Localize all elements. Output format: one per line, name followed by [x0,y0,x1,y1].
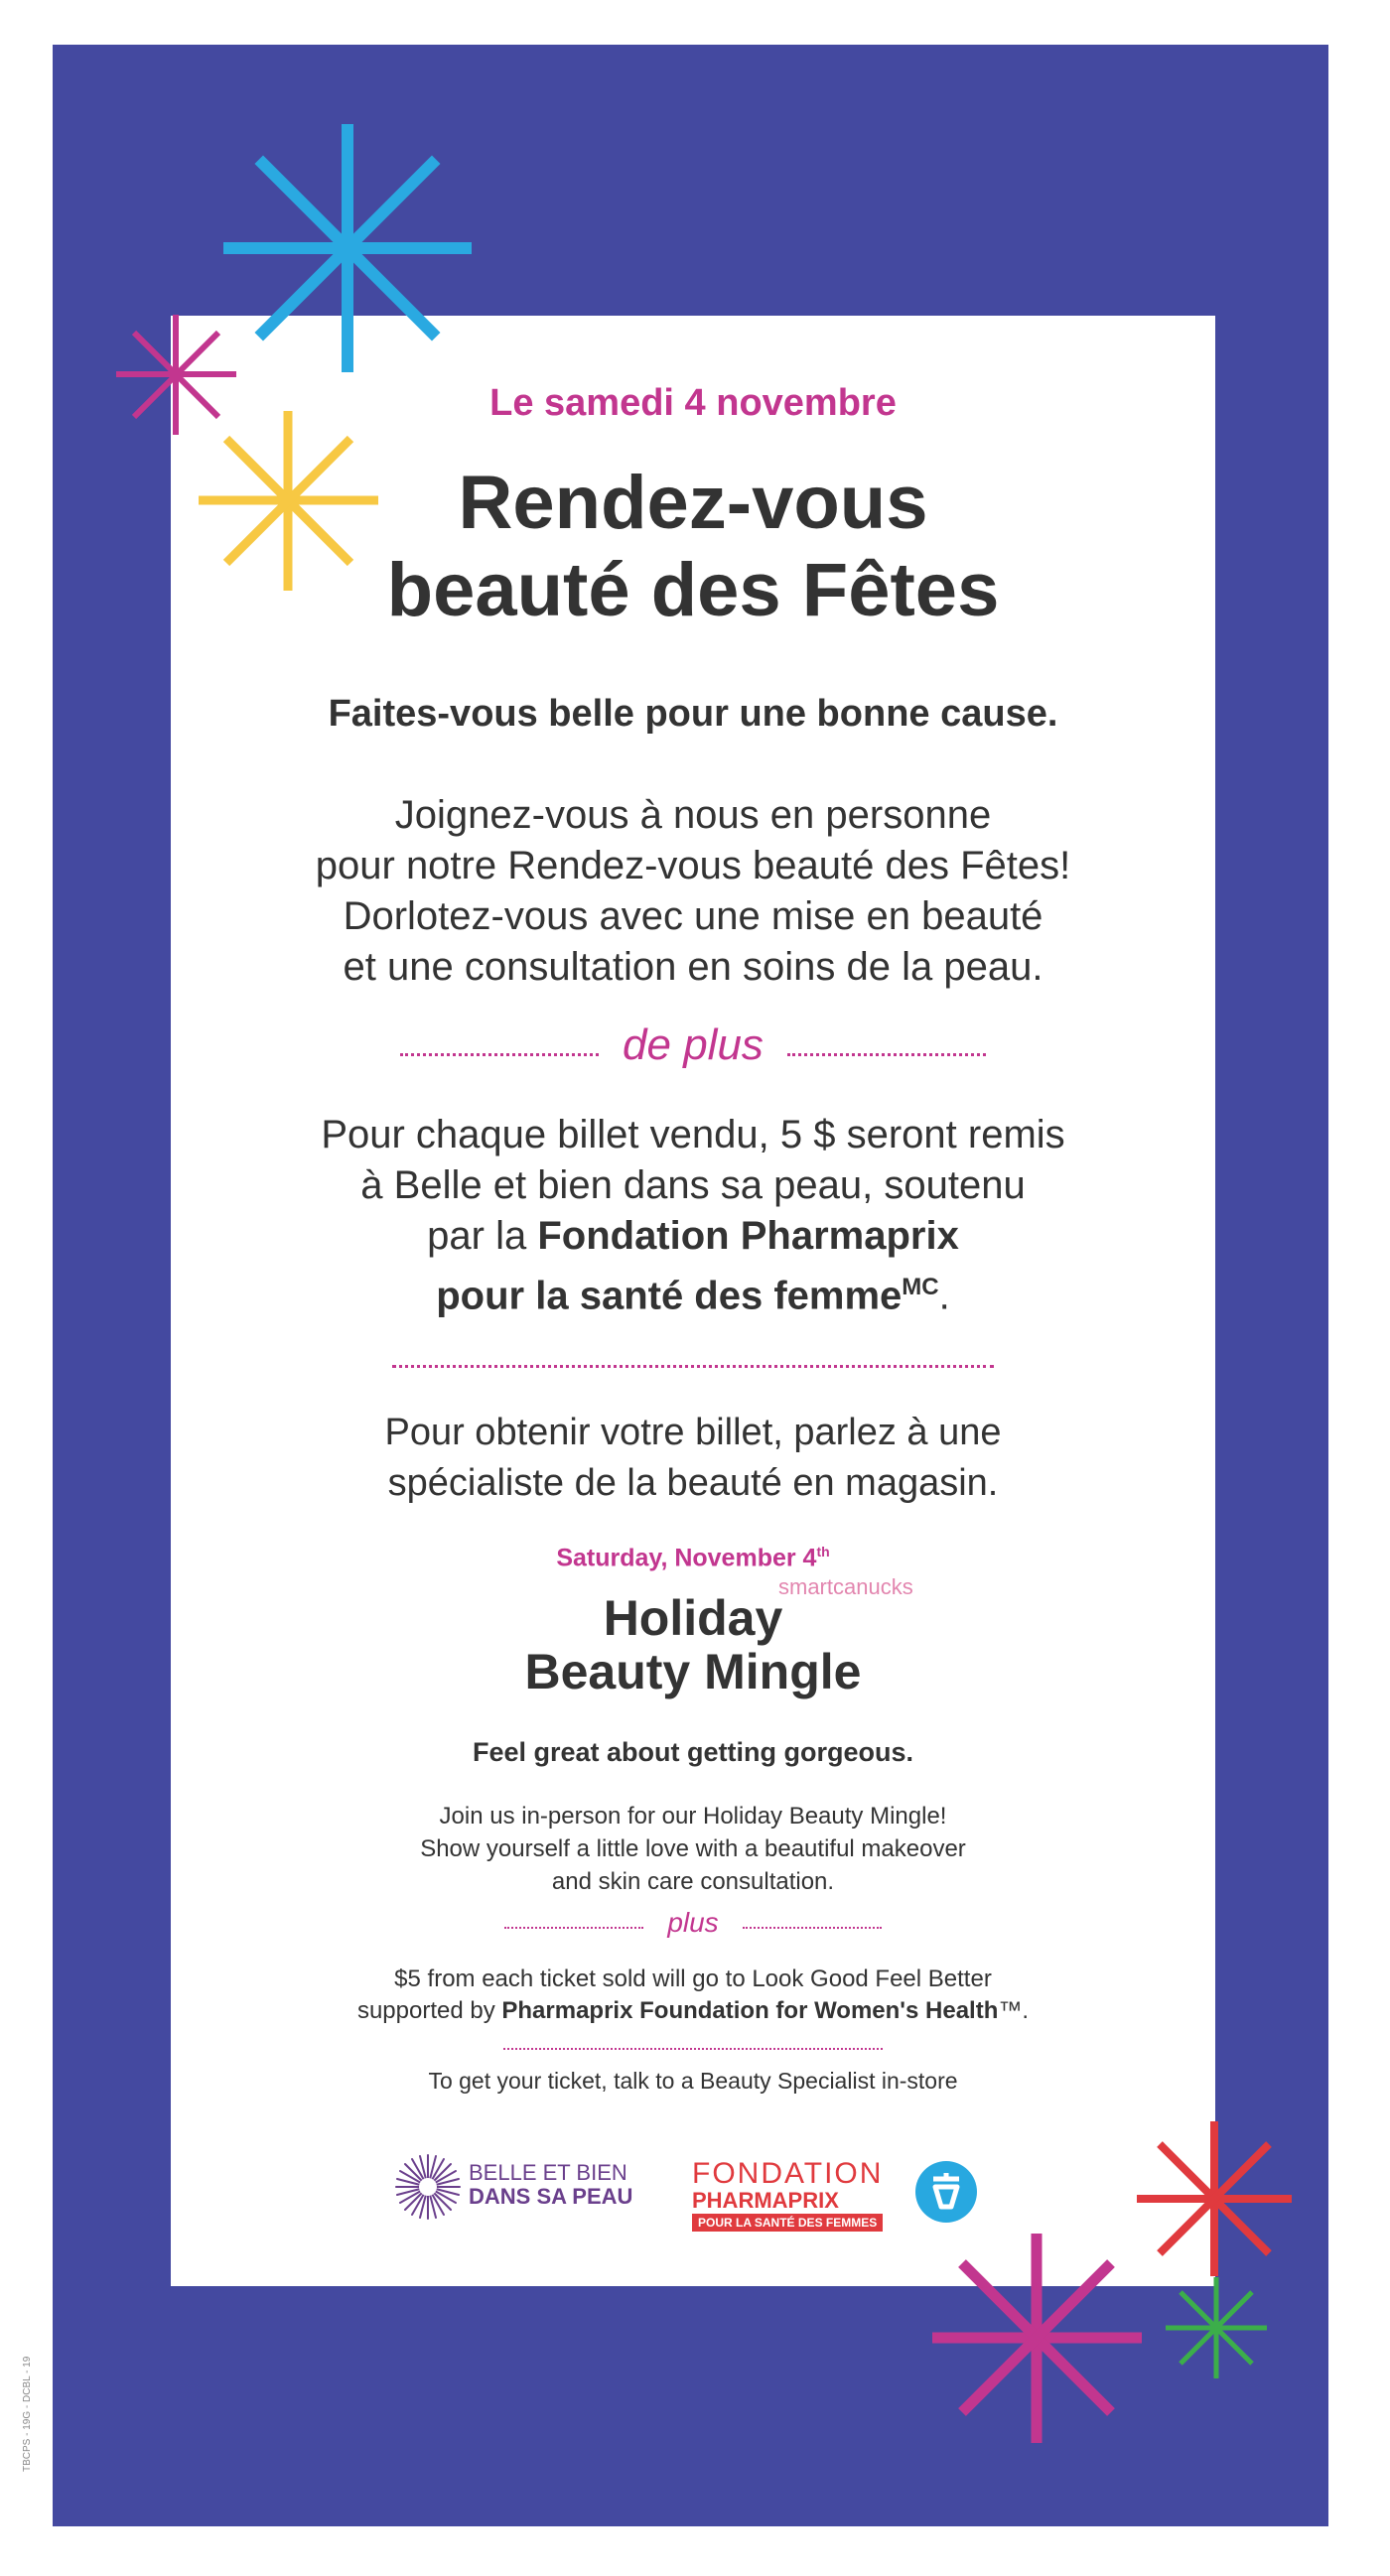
english-donation-end: . [1022,1997,1030,2024]
english-plus-label: plus [667,1907,719,1938]
french-donation-line: Pour chaque billet vendu, 5 $ seront remis [321,1113,1065,1156]
french-plus-divider [171,1020,1215,1070]
watermark-text: smartcanucks [778,1574,913,1599]
english-body [171,1800,1215,1898]
french-body [171,790,1215,993]
english-body-line: Join us in-person for our Holiday Beauty Mingle! [439,1803,947,1830]
sunburst-icon [394,2153,462,2221]
print-code: TBCPS - 19G - DCBL - 19 [22,2356,33,2472]
star-red-icon [1135,2119,1294,2278]
english-body-line: and skin care consultation. [551,1868,835,1895]
french-ticket-line: Pour obtenir votre billet, parlez à une [384,1412,1002,1453]
fondation-pharmaprix-logo [692,2157,990,2237]
french-tagline: Faites-vous belle pour une bonne cause. [328,693,1058,735]
french-ticket-line: spécialiste de la beauté en magasin. [387,1462,999,1504]
dotted-rule [787,1053,986,1056]
english-date-suffix: th [816,1544,830,1559]
english-date [171,1544,1215,1572]
fondation-logo-line1: FONDATION [692,2157,884,2190]
dotted-separator [392,1365,994,1368]
french-date: Le samedi 4 novembre [489,382,897,424]
french-body-line: et une consultation en soins de la peau. [343,945,1043,989]
english-donation-text [171,1964,1215,2027]
flyer-card [171,316,1215,2286]
fondation-logo-line2: PHARMAPRIX [692,2188,839,2213]
english-tagline: Feel great about getting gorgeous. [472,1737,914,1767]
fondation-logo-line3: POUR LA SANTÉ DES FEMMES [692,2214,883,2232]
star-blue-icon [223,124,472,372]
french-body-line: pour notre Rendez-vous beauté des Fêtes! [315,844,1071,887]
dotted-rule [743,1927,882,1929]
belle-logo-line2: DANS SA PEAU [469,2184,633,2209]
french-donation-line [171,1262,1215,1321]
english-title-line2: Beauty Mingle [524,1644,862,1699]
french-donation-text [171,1110,1215,1321]
pharmaprix-mortar-icon [915,2161,977,2223]
french-body-line: Joignez-vous à nous en personne [394,793,992,837]
star-magenta-icon [930,2232,1144,2445]
mc-mark: MC [902,1274,939,1300]
french-title-line2: beauté des Fêtes [386,548,1000,632]
french-body-line: Dorlotez-vous avec une mise en beauté [343,894,1043,938]
belle-logo-text [469,2161,632,2209]
english-title [171,1591,1215,1698]
dotted-separator [503,2048,883,2050]
french-plus-label: de plus [623,1020,764,1069]
french-foundation-name-cont: pour la santé des femme [436,1274,903,1318]
english-donation-prefix: supported by [356,1997,502,2024]
tm-mark: ™ [998,1997,1023,2024]
english-donation-line [171,1995,1215,2027]
english-title-line1: Holiday [603,1590,783,1646]
english-plus-divider [171,1907,1215,1943]
dotted-rule [400,1053,599,1056]
french-donation-line: à Belle et bien dans sa peau, soutenu [360,1163,1026,1207]
star-green-icon [1164,2275,1269,2380]
french-ticket-info [171,1408,1215,1509]
english-ticket-info: To get your ticket, talk to a Beauty Specialist in-store [428,2068,958,2094]
belle-logo-line1: BELLE ET BIEN [469,2160,627,2185]
belle-et-bien-logo [394,2147,652,2227]
french-donation-line [171,1211,1215,1262]
dotted-rule [504,1927,643,1929]
french-foundation-name: Fondation Pharmaprix [537,1214,959,1258]
french-title-line1: Rendez-vous [458,461,928,545]
french-donation-prefix: par la [427,1214,538,1258]
star-yellow-icon [197,409,380,593]
english-donation-line: $5 from each ticket sold will go to Look Good Feel Better [394,1966,992,1992]
english-foundation-name: Pharmaprix Foundation for Women's Health [501,1997,999,2024]
english-date-text: Saturday, November 4 [556,1544,817,1572]
french-donation-end: . [938,1274,950,1318]
english-body-line: Show yourself a little love with a beautiful makeover [420,1835,966,1862]
